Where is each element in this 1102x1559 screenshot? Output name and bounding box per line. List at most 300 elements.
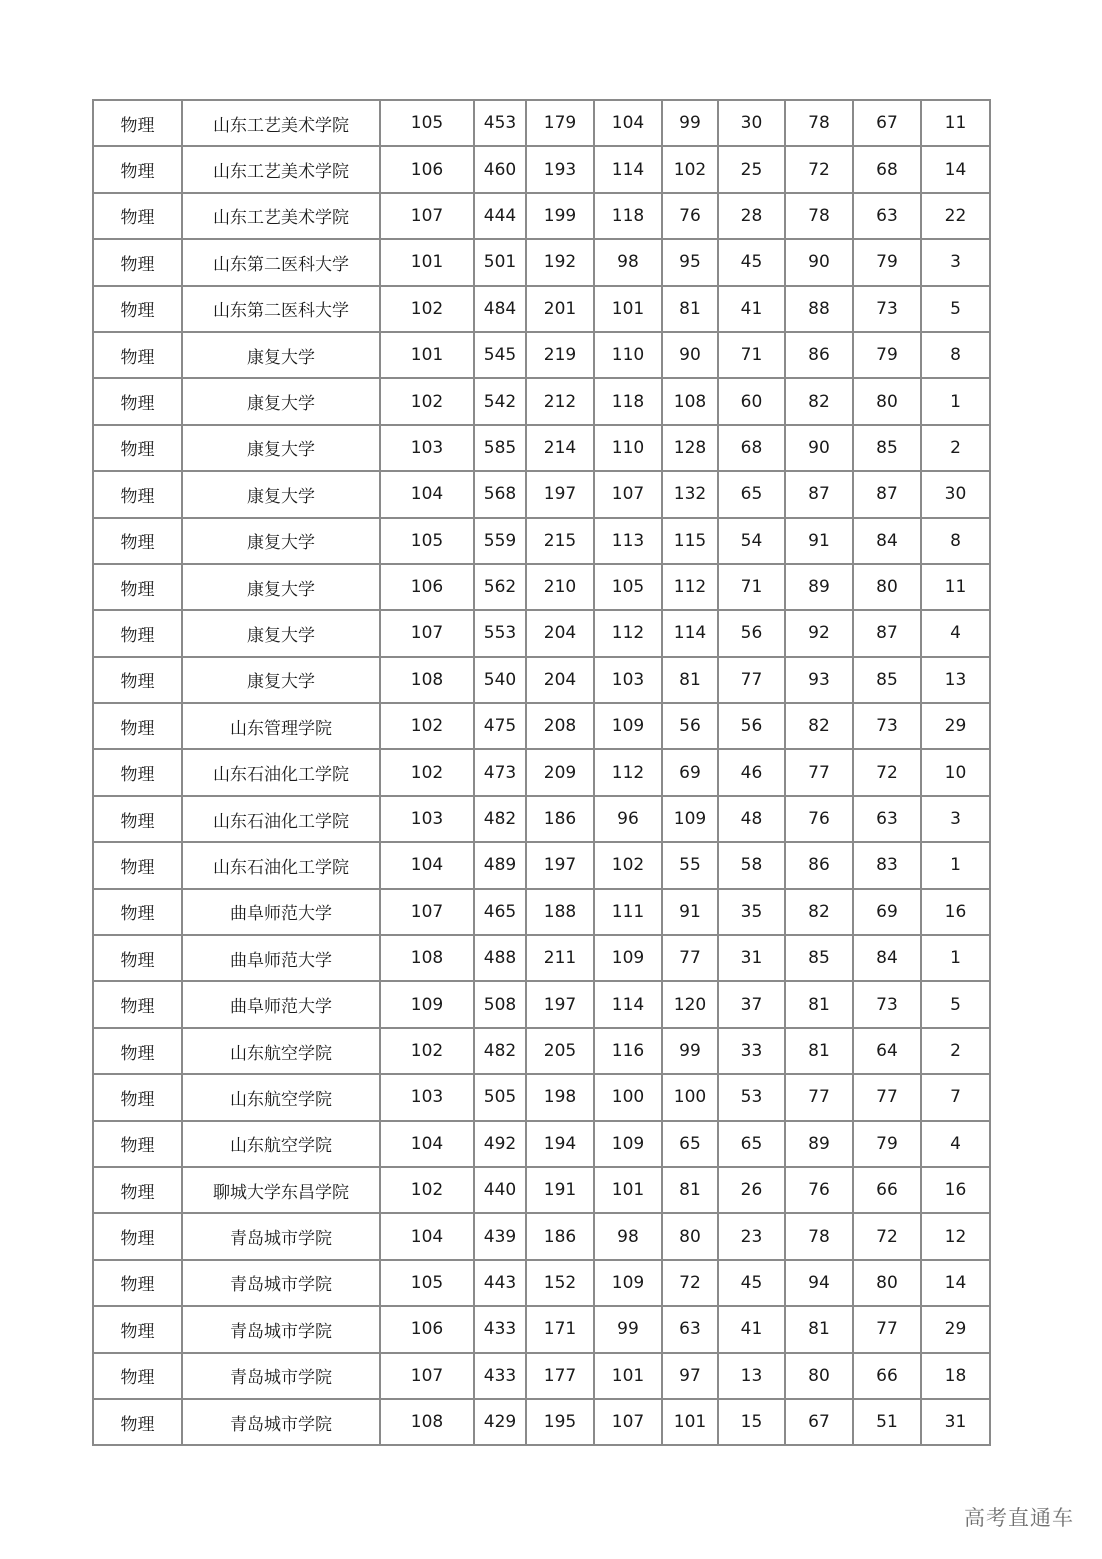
rank-cell: 16 — [921, 889, 990, 935]
math-cell: 114 — [662, 610, 718, 656]
sub2-cell: 51 — [853, 1399, 921, 1445]
total-cell: 465 — [474, 889, 526, 935]
english-cell: 65 — [718, 1121, 785, 1167]
sub2-cell: 77 — [853, 1306, 921, 1352]
group-cell: 107 — [380, 193, 474, 239]
total-cell: 473 — [474, 749, 526, 795]
subject-cell: 物理 — [93, 286, 182, 332]
rank-cell: 16 — [921, 1167, 990, 1213]
subject-cell: 物理 — [93, 378, 182, 424]
main-cell: 186 — [526, 796, 594, 842]
total-cell: 482 — [474, 796, 526, 842]
chinese-cell: 103 — [594, 657, 662, 703]
school-cell: 山东管理学院 — [182, 703, 380, 749]
school-cell: 山东工艺美术学院 — [182, 100, 380, 146]
table-row — [93, 749, 990, 795]
school-cell: 曲阜师范大学 — [182, 889, 380, 935]
school-cell: 康复大学 — [182, 378, 380, 424]
english-cell: 35 — [718, 889, 785, 935]
school-cell: 山东石油化工学院 — [182, 842, 380, 888]
group-cell: 102 — [380, 1167, 474, 1213]
table-row — [93, 100, 990, 146]
math-cell: 97 — [662, 1353, 718, 1399]
subject-cell: 物理 — [93, 471, 182, 517]
chinese-cell: 111 — [594, 889, 662, 935]
sub1-cell: 81 — [785, 1028, 853, 1074]
english-cell: 56 — [718, 703, 785, 749]
table-row — [93, 981, 990, 1027]
chinese-cell: 113 — [594, 518, 662, 564]
main-cell: 199 — [526, 193, 594, 239]
sub1-cell: 90 — [785, 239, 853, 285]
sub2-cell: 66 — [853, 1353, 921, 1399]
english-cell: 30 — [718, 100, 785, 146]
subject-cell: 物理 — [93, 425, 182, 471]
subject-cell: 物理 — [93, 1121, 182, 1167]
math-cell: 132 — [662, 471, 718, 517]
total-cell: 440 — [474, 1167, 526, 1213]
table-row — [93, 1074, 990, 1120]
group-cell: 107 — [380, 1353, 474, 1399]
chinese-cell: 107 — [594, 471, 662, 517]
table-row — [93, 378, 990, 424]
school-cell: 康复大学 — [182, 610, 380, 656]
english-cell: 58 — [718, 842, 785, 888]
rank-cell: 1 — [921, 935, 990, 981]
rank-cell: 29 — [921, 703, 990, 749]
chinese-cell: 102 — [594, 842, 662, 888]
subject-cell: 物理 — [93, 935, 182, 981]
math-cell: 112 — [662, 564, 718, 610]
rank-cell: 5 — [921, 286, 990, 332]
math-cell: 115 — [662, 518, 718, 564]
total-cell: 484 — [474, 286, 526, 332]
subject-cell: 物理 — [93, 100, 182, 146]
chinese-cell: 104 — [594, 100, 662, 146]
sub1-cell: 76 — [785, 796, 853, 842]
table-row — [93, 657, 990, 703]
rank-cell: 3 — [921, 239, 990, 285]
school-cell: 康复大学 — [182, 657, 380, 703]
subject-cell: 物理 — [93, 1306, 182, 1352]
sub1-cell: 87 — [785, 471, 853, 517]
english-cell: 45 — [718, 1260, 785, 1306]
english-cell: 23 — [718, 1213, 785, 1259]
subject-cell: 物理 — [93, 610, 182, 656]
sub1-cell: 82 — [785, 889, 853, 935]
chinese-cell: 112 — [594, 749, 662, 795]
rank-cell: 12 — [921, 1213, 990, 1259]
chinese-cell: 112 — [594, 610, 662, 656]
sub1-cell: 94 — [785, 1260, 853, 1306]
school-cell: 山东工艺美术学院 — [182, 146, 380, 192]
sub1-cell: 93 — [785, 657, 853, 703]
rank-cell: 2 — [921, 425, 990, 471]
math-cell: 109 — [662, 796, 718, 842]
sub1-cell: 78 — [785, 193, 853, 239]
main-cell: 204 — [526, 657, 594, 703]
table-row — [93, 1260, 990, 1306]
sub2-cell: 67 — [853, 100, 921, 146]
group-cell: 101 — [380, 332, 474, 378]
school-cell: 青岛城市学院 — [182, 1306, 380, 1352]
chinese-cell: 98 — [594, 1213, 662, 1259]
total-cell: 492 — [474, 1121, 526, 1167]
english-cell: 71 — [718, 332, 785, 378]
english-cell: 53 — [718, 1074, 785, 1120]
school-cell: 山东航空学院 — [182, 1074, 380, 1120]
english-cell: 41 — [718, 286, 785, 332]
math-cell: 102 — [662, 146, 718, 192]
subject-cell: 物理 — [93, 564, 182, 610]
school-cell: 山东第二医科大学 — [182, 239, 380, 285]
english-cell: 56 — [718, 610, 785, 656]
sub1-cell: 90 — [785, 425, 853, 471]
school-cell: 康复大学 — [182, 425, 380, 471]
main-cell: 171 — [526, 1306, 594, 1352]
school-cell: 青岛城市学院 — [182, 1399, 380, 1445]
subject-cell: 物理 — [93, 1213, 182, 1259]
math-cell: 80 — [662, 1213, 718, 1259]
rank-cell: 13 — [921, 657, 990, 703]
main-cell: 209 — [526, 749, 594, 795]
rank-cell: 14 — [921, 146, 990, 192]
total-cell: 540 — [474, 657, 526, 703]
sub2-cell: 80 — [853, 378, 921, 424]
english-cell: 77 — [718, 657, 785, 703]
chinese-cell: 109 — [594, 1260, 662, 1306]
sub2-cell: 64 — [853, 1028, 921, 1074]
main-cell: 214 — [526, 425, 594, 471]
table-row — [93, 610, 990, 656]
math-cell: 56 — [662, 703, 718, 749]
sub2-cell: 83 — [853, 842, 921, 888]
math-cell: 120 — [662, 981, 718, 1027]
subject-cell: 物理 — [93, 193, 182, 239]
main-cell: 197 — [526, 981, 594, 1027]
subject-cell: 物理 — [93, 981, 182, 1027]
english-cell: 45 — [718, 239, 785, 285]
rank-cell: 11 — [921, 564, 990, 610]
chinese-cell: 109 — [594, 1121, 662, 1167]
sub1-cell: 81 — [785, 1306, 853, 1352]
total-cell: 553 — [474, 610, 526, 656]
subject-cell: 物理 — [93, 1260, 182, 1306]
group-cell: 102 — [380, 378, 474, 424]
chinese-cell: 118 — [594, 378, 662, 424]
subject-cell: 物理 — [93, 239, 182, 285]
total-cell: 568 — [474, 471, 526, 517]
school-cell: 曲阜师范大学 — [182, 981, 380, 1027]
group-cell: 107 — [380, 610, 474, 656]
chinese-cell: 107 — [594, 1399, 662, 1445]
rank-cell: 8 — [921, 332, 990, 378]
sub1-cell: 86 — [785, 842, 853, 888]
sub2-cell: 72 — [853, 749, 921, 795]
total-cell: 429 — [474, 1399, 526, 1445]
english-cell: 41 — [718, 1306, 785, 1352]
group-cell: 103 — [380, 425, 474, 471]
total-cell: 433 — [474, 1353, 526, 1399]
table-row — [93, 193, 990, 239]
table-row — [93, 1121, 990, 1167]
chinese-cell: 100 — [594, 1074, 662, 1120]
total-cell: 562 — [474, 564, 526, 610]
sub1-cell: 76 — [785, 1167, 853, 1213]
rank-cell: 11 — [921, 100, 990, 146]
table-row — [93, 1306, 990, 1352]
chinese-cell: 105 — [594, 564, 662, 610]
school-cell: 聊城大学东昌学院 — [182, 1167, 380, 1213]
math-cell: 99 — [662, 100, 718, 146]
sub2-cell: 66 — [853, 1167, 921, 1213]
english-cell: 26 — [718, 1167, 785, 1213]
table-row — [93, 564, 990, 610]
math-cell: 72 — [662, 1260, 718, 1306]
sub2-cell: 85 — [853, 425, 921, 471]
chinese-cell: 118 — [594, 193, 662, 239]
total-cell: 508 — [474, 981, 526, 1027]
table-row — [93, 796, 990, 842]
school-cell: 康复大学 — [182, 518, 380, 564]
school-cell: 山东航空学院 — [182, 1121, 380, 1167]
english-cell: 15 — [718, 1399, 785, 1445]
table-row — [93, 471, 990, 517]
total-cell: 559 — [474, 518, 526, 564]
group-cell: 109 — [380, 981, 474, 1027]
table-row — [93, 1028, 990, 1074]
school-cell: 山东航空学院 — [182, 1028, 380, 1074]
main-cell: 194 — [526, 1121, 594, 1167]
english-cell: 33 — [718, 1028, 785, 1074]
sub1-cell: 78 — [785, 100, 853, 146]
sub2-cell: 72 — [853, 1213, 921, 1259]
english-cell: 71 — [718, 564, 785, 610]
sub2-cell: 68 — [853, 146, 921, 192]
rank-cell: 30 — [921, 471, 990, 517]
sub2-cell: 80 — [853, 564, 921, 610]
rank-cell: 4 — [921, 610, 990, 656]
group-cell: 102 — [380, 749, 474, 795]
sub1-cell: 82 — [785, 378, 853, 424]
main-cell: 198 — [526, 1074, 594, 1120]
total-cell: 475 — [474, 703, 526, 749]
group-cell: 104 — [380, 1121, 474, 1167]
sub2-cell: 84 — [853, 518, 921, 564]
sub2-cell: 63 — [853, 193, 921, 239]
chinese-cell: 114 — [594, 146, 662, 192]
school-cell: 山东工艺美术学院 — [182, 193, 380, 239]
sub2-cell: 87 — [853, 610, 921, 656]
main-cell: 152 — [526, 1260, 594, 1306]
chinese-cell: 110 — [594, 332, 662, 378]
chinese-cell: 98 — [594, 239, 662, 285]
rank-cell: 5 — [921, 981, 990, 1027]
sub1-cell: 89 — [785, 564, 853, 610]
chinese-cell: 109 — [594, 935, 662, 981]
group-cell: 104 — [380, 471, 474, 517]
group-cell: 102 — [380, 286, 474, 332]
english-cell: 13 — [718, 1353, 785, 1399]
subject-cell: 物理 — [93, 1399, 182, 1445]
sub1-cell: 77 — [785, 1074, 853, 1120]
school-cell: 曲阜师范大学 — [182, 935, 380, 981]
main-cell: 201 — [526, 286, 594, 332]
main-cell: 186 — [526, 1213, 594, 1259]
table-body — [93, 100, 990, 1445]
math-cell: 95 — [662, 239, 718, 285]
sub2-cell: 73 — [853, 981, 921, 1027]
main-cell: 191 — [526, 1167, 594, 1213]
math-cell: 99 — [662, 1028, 718, 1074]
math-cell: 91 — [662, 889, 718, 935]
group-cell: 108 — [380, 1399, 474, 1445]
english-cell: 60 — [718, 378, 785, 424]
math-cell: 101 — [662, 1399, 718, 1445]
subject-cell: 物理 — [93, 796, 182, 842]
rank-cell: 3 — [921, 796, 990, 842]
english-cell: 37 — [718, 981, 785, 1027]
sub2-cell: 87 — [853, 471, 921, 517]
rank-cell: 10 — [921, 749, 990, 795]
total-cell: 439 — [474, 1213, 526, 1259]
group-cell: 106 — [380, 564, 474, 610]
total-cell: 460 — [474, 146, 526, 192]
english-cell: 46 — [718, 749, 785, 795]
rank-cell: 8 — [921, 518, 990, 564]
chinese-cell: 114 — [594, 981, 662, 1027]
sub1-cell: 81 — [785, 981, 853, 1027]
group-cell: 108 — [380, 657, 474, 703]
table-row — [93, 1353, 990, 1399]
sub2-cell: 69 — [853, 889, 921, 935]
group-cell: 105 — [380, 100, 474, 146]
english-cell: 25 — [718, 146, 785, 192]
subject-cell: 物理 — [93, 1167, 182, 1213]
rank-cell: 18 — [921, 1353, 990, 1399]
total-cell: 482 — [474, 1028, 526, 1074]
math-cell: 81 — [662, 657, 718, 703]
sub2-cell: 79 — [853, 332, 921, 378]
main-cell: 193 — [526, 146, 594, 192]
sub1-cell: 67 — [785, 1399, 853, 1445]
rank-cell: 29 — [921, 1306, 990, 1352]
subject-cell: 物理 — [93, 1028, 182, 1074]
sub2-cell: 85 — [853, 657, 921, 703]
school-cell: 康复大学 — [182, 471, 380, 517]
group-cell: 105 — [380, 518, 474, 564]
total-cell: 488 — [474, 935, 526, 981]
group-cell: 102 — [380, 1028, 474, 1074]
math-cell: 81 — [662, 1167, 718, 1213]
table-row — [93, 425, 990, 471]
group-cell: 101 — [380, 239, 474, 285]
math-cell: 108 — [662, 378, 718, 424]
subject-cell: 物理 — [93, 749, 182, 795]
total-cell: 453 — [474, 100, 526, 146]
table-row — [93, 703, 990, 749]
math-cell: 63 — [662, 1306, 718, 1352]
table-row — [93, 286, 990, 332]
table-row — [93, 842, 990, 888]
school-cell: 山东石油化工学院 — [182, 749, 380, 795]
subject-cell: 物理 — [93, 146, 182, 192]
sub1-cell: 86 — [785, 332, 853, 378]
sub2-cell: 80 — [853, 1260, 921, 1306]
school-cell: 山东第二医科大学 — [182, 286, 380, 332]
main-cell: 188 — [526, 889, 594, 935]
group-cell: 103 — [380, 1074, 474, 1120]
english-cell: 68 — [718, 425, 785, 471]
total-cell: 443 — [474, 1260, 526, 1306]
main-cell: 211 — [526, 935, 594, 981]
main-cell: 215 — [526, 518, 594, 564]
rank-cell: 1 — [921, 378, 990, 424]
subject-cell: 物理 — [93, 1074, 182, 1120]
rank-cell: 22 — [921, 193, 990, 239]
sub2-cell: 73 — [853, 703, 921, 749]
math-cell: 81 — [662, 286, 718, 332]
subject-cell: 物理 — [93, 657, 182, 703]
table-row — [93, 1399, 990, 1445]
math-cell: 65 — [662, 1121, 718, 1167]
chinese-cell: 96 — [594, 796, 662, 842]
main-cell: 192 — [526, 239, 594, 285]
main-cell: 208 — [526, 703, 594, 749]
chinese-cell: 116 — [594, 1028, 662, 1074]
rank-cell: 2 — [921, 1028, 990, 1074]
table-row — [93, 332, 990, 378]
sub1-cell: 77 — [785, 749, 853, 795]
school-cell: 康复大学 — [182, 332, 380, 378]
sub1-cell: 89 — [785, 1121, 853, 1167]
group-cell: 103 — [380, 796, 474, 842]
school-cell: 山东石油化工学院 — [182, 796, 380, 842]
main-cell: 197 — [526, 842, 594, 888]
sub2-cell: 84 — [853, 935, 921, 981]
total-cell: 585 — [474, 425, 526, 471]
table-row — [93, 518, 990, 564]
group-cell: 105 — [380, 1260, 474, 1306]
sub2-cell: 63 — [853, 796, 921, 842]
sub1-cell: 78 — [785, 1213, 853, 1259]
rank-cell: 14 — [921, 1260, 990, 1306]
table-row — [93, 889, 990, 935]
english-cell: 65 — [718, 471, 785, 517]
group-cell: 104 — [380, 842, 474, 888]
main-cell: 195 — [526, 1399, 594, 1445]
chinese-cell: 110 — [594, 425, 662, 471]
subject-cell: 物理 — [93, 842, 182, 888]
main-cell: 177 — [526, 1353, 594, 1399]
math-cell: 69 — [662, 749, 718, 795]
total-cell: 444 — [474, 193, 526, 239]
group-cell: 102 — [380, 703, 474, 749]
table-row — [93, 239, 990, 285]
total-cell: 501 — [474, 239, 526, 285]
group-cell: 107 — [380, 889, 474, 935]
sub1-cell: 91 — [785, 518, 853, 564]
sub1-cell: 92 — [785, 610, 853, 656]
total-cell: 433 — [474, 1306, 526, 1352]
total-cell: 545 — [474, 332, 526, 378]
subject-cell: 物理 — [93, 518, 182, 564]
school-cell: 青岛城市学院 — [182, 1353, 380, 1399]
main-cell: 212 — [526, 378, 594, 424]
group-cell: 104 — [380, 1213, 474, 1259]
total-cell: 542 — [474, 378, 526, 424]
math-cell: 128 — [662, 425, 718, 471]
